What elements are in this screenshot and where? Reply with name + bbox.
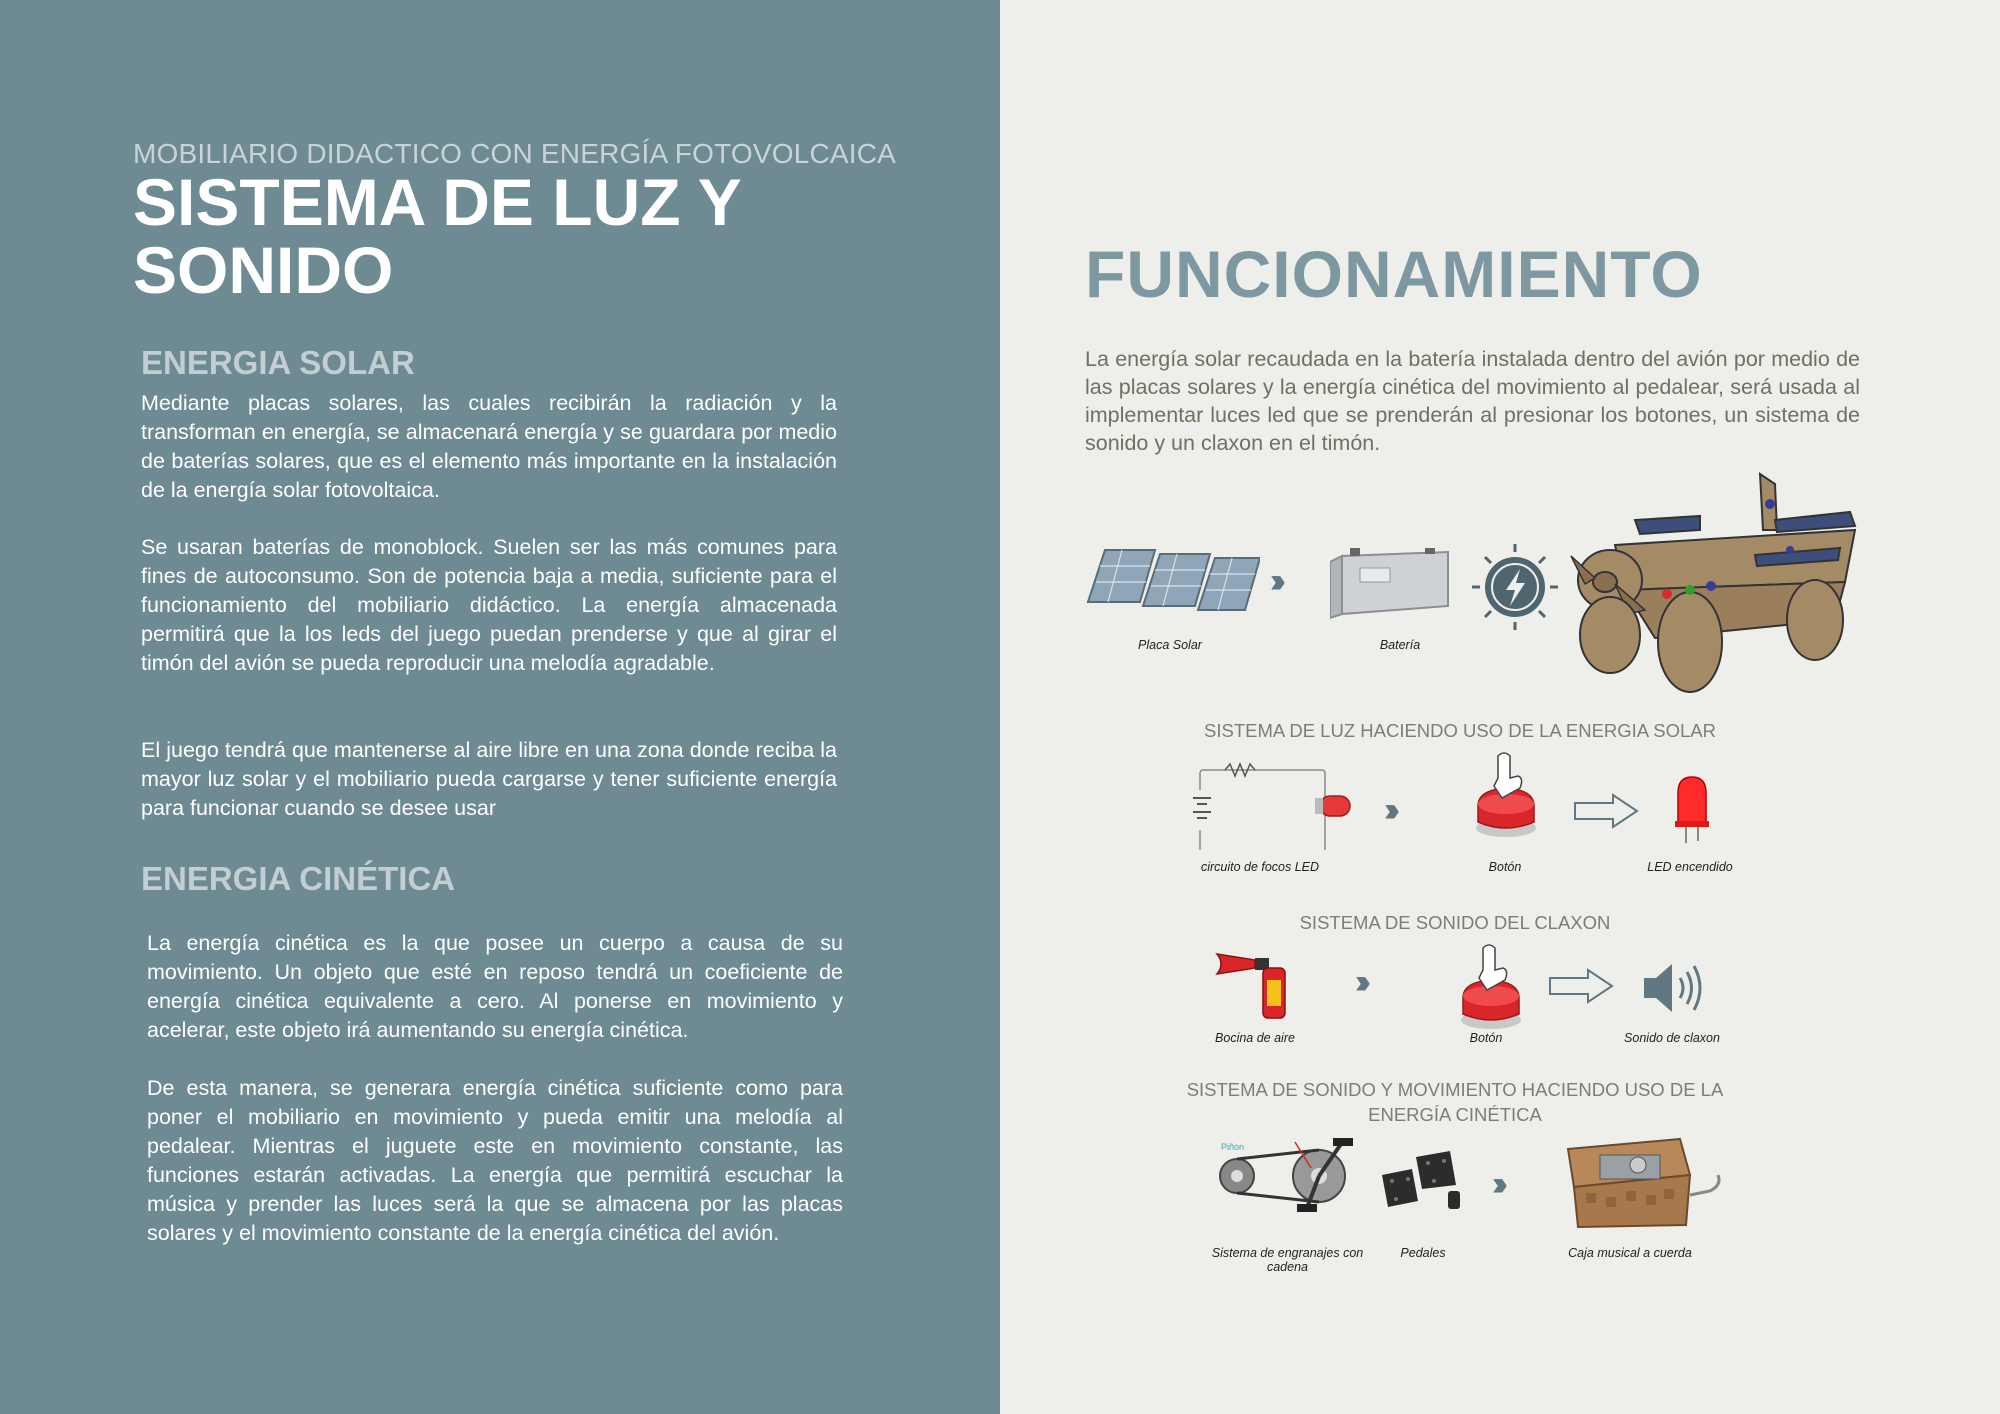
solar-paragraph-1: Mediante placas solares, las cuales recibirán la radiación y la transforman en energía, se almacenará energía y se guardara por medio de baterías solares, que es el elemento más importante en la instalación de la energía solar fotovoltaica. (141, 391, 837, 502)
horn-system-heading: SISTEMA DE SONIDO DEL CLAXON (1299, 912, 1611, 933)
caption-pedals: Pedales (1400, 1246, 1446, 1260)
arrow-chevrons-icon: ››› (1384, 791, 1391, 829)
air-horn-icon (1215, 944, 1295, 1024)
caption-gear-chain: Sistema de engranajes con cadena (1211, 1246, 1364, 1274)
push-button-icon (1455, 940, 1525, 1032)
gear-label: Piñon (1221, 1142, 1245, 1152)
arrow-right-icon (1573, 793, 1639, 829)
funcionamiento-title: FUNCIONAMIENTO (1085, 237, 1703, 311)
document-subtitle: MOBILIARIO DIDACTICO CON ENERGÍA FOTOVOLCAICA (133, 138, 897, 169)
caption-solar-panel: Placa Solar (1138, 638, 1202, 652)
kinetic-heading: ENERGIA CINÉTICA (141, 860, 456, 897)
caption-battery: Batería (1379, 638, 1421, 652)
kinetic-paragraph-1: La energía cinética es la que posee un cuerpo a causa de su movimiento. Un objeto que esté en reposo tendrá un coeficiente de energía cinética equivalente a cero. Al ponerse en movimiento y acelerar, este objeto irá aumentando su energía cinética. (147, 931, 843, 1042)
battery-icon (1330, 548, 1450, 623)
speaker-sound-icon (1640, 962, 1706, 1014)
caption-air-horn: Bocina de aire (1215, 1031, 1295, 1045)
arrow-chevrons-icon: ››› (1355, 963, 1362, 1001)
music-box-icon (1560, 1135, 1725, 1230)
solar-panels-icon (1080, 540, 1260, 635)
kinetic-system-heading: SISTEMA DE SONIDO Y MOVIMIENTO HACIENDO USO DE LA ENERGÍA CINÉTICA (1186, 1079, 1724, 1125)
arrow-chevrons-icon: ››› (1492, 1165, 1499, 1203)
gear-chain-icon (1215, 1138, 1355, 1213)
right-panel (1000, 0, 2000, 1414)
solar-paragraph-3: El juego tendrá que mantenerse al aire libre en una zona donde reciba la mayor luz solar y el mobiliario pueda cargarse y tener suficiente energía para funcionar cuando se desee usar (141, 738, 837, 820)
light-system-heading: SISTEMA DE LUZ HACIENDO USO DE LA ENERGIA SOLAR (1204, 720, 1716, 741)
airplane-icon (1565, 470, 1865, 700)
led-lit-icon (1672, 775, 1712, 845)
document-title: SISTEMA DE LUZ Y SONIDO (133, 165, 741, 307)
caption-button: Botón (1469, 1031, 1503, 1045)
caption-led-circuit: circuito de focos LED (1200, 860, 1320, 874)
caption-music-box: Caja musical a cuerda (1568, 1246, 1692, 1260)
kinetic-paragraph-2: De esta manera, se generara energía cinética suficiente como para poner el mobiliario en movimiento y pueda emitir una melodía al pedalear. Mientras el juguete este en movimiento constante, las funciones estarán activadas. La energía que permitirá escuchar la música y prender las luces será la que se almacena por las placas solares y el movimiento constante de la energía cinética del avión. (147, 1076, 843, 1245)
funcionamiento-intro: La energía solar recaudada en la batería instalada dentro del avión por medio de las placas solares y la energía cinética del movimiento al pedalear, será usada al implementar luces led que se prenderán al presionar los botones, un sistema de sonido y un claxon en el timón. (1085, 347, 1860, 455)
pedals-icon (1380, 1145, 1470, 1215)
caption-led-on: LED encendido (1647, 860, 1733, 874)
push-button-icon (1470, 748, 1540, 840)
solar-paragraph-2: Se usaran baterías de monoblock. Suelen ser las más comunes para fines de autoconsumo. Son de potencia baja a media, suficiente para el funcionamiento del mobiliario didáctico. La energía almacenada permitirá que la los leds del juego puedan prenderse y que al girar el timón del avión se pueda reproducir una melodía agradable. (141, 535, 837, 675)
caption-button: Botón (1488, 860, 1522, 874)
solar-heading: ENERGIA SOLAR (141, 344, 415, 381)
arrow-chevrons-icon: ››› (1270, 562, 1277, 600)
caption-horn-sound: Sonido de claxon (1624, 1031, 1720, 1045)
led-circuit-icon (1185, 760, 1365, 850)
arrow-right-icon (1548, 968, 1614, 1004)
energy-bolt-icon (1470, 542, 1560, 632)
